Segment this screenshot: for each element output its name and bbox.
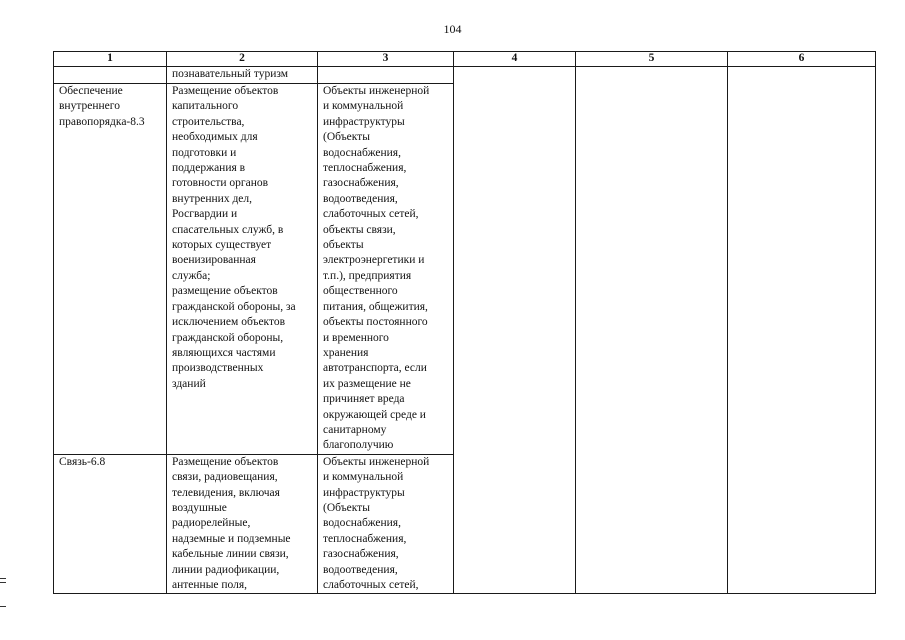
continuation-col-3 <box>318 67 454 84</box>
header-col-5: 5 <box>576 52 728 67</box>
scan-edge-mark <box>0 578 6 579</box>
document-table <box>53 51 876 594</box>
header-col-1: 1 <box>54 52 167 67</box>
row-2-col-2: Размещение объектов связи, радиовещания, телевидения, включая воздушные радиорелейные, надземные и подземные кабельные линии связи, линии радиофикации, антенные поля, <box>167 454 318 594</box>
scan-edge-mark <box>0 582 6 583</box>
continuation-col-2: познавательный туризм <box>167 67 318 84</box>
row-1-col-3: Объекты инженерной и коммунальной инфраструктуры (Объекты водоснабжения, теплоснабжения, газоснабжения, водоотведения, слаботочных сетей, объекты связи, объекты электроэнергетики и т.п.), предприятия общественного питания, общежития, объекты постоянного и временного хранения автотранспорта, если их размещение не причиняет вреда окружающей среде и санитарному благополучию <box>318 84 454 455</box>
blank-col-5 <box>576 67 728 594</box>
row-1-col-1: Обеспечение внутреннего правопорядка-8.3 <box>54 84 167 455</box>
row-1-col-2: Размещение объектов капитального строительства, необходимых для подготовки и поддержания в готовности органов внутренних дел, Росгвардии и спасательных служб, в которых существует военизированная служба; размещение объектов гражданской обороны, за исключением объектов гражданской обороны, являющихся частями производственных зданий <box>167 84 318 455</box>
blank-col-6 <box>728 67 876 594</box>
row-2-col-3: Объекты инженерной и коммунальной инфраструктуры (Объекты водоснабжения, теплоснабжения, газоснабжения, водоотведения, слаботочных сетей, <box>318 454 454 594</box>
header-row <box>54 52 876 67</box>
header-col-2: 2 <box>167 52 318 67</box>
header-col-6: 6 <box>728 52 876 67</box>
scan-edge-mark <box>0 606 6 607</box>
header-col-3: 3 <box>318 52 454 67</box>
page-number: 104 <box>443 22 462 36</box>
blank-col-4 <box>454 67 576 594</box>
row-2-col-1: Связь-6.8 <box>54 454 167 594</box>
continuation-row <box>54 67 876 84</box>
continuation-col-1 <box>54 67 167 84</box>
header-col-4: 4 <box>454 52 576 67</box>
